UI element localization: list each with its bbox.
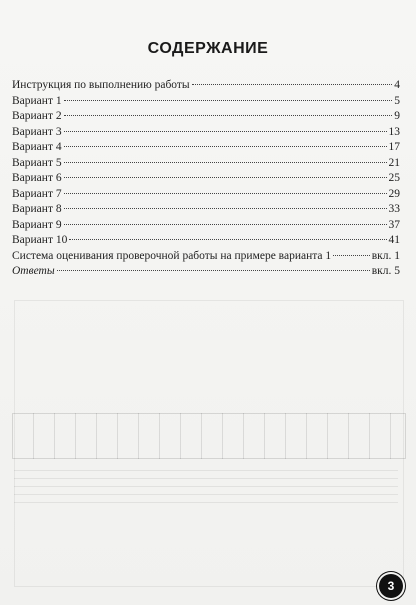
- toc-leader-dots: [64, 176, 387, 178]
- toc-leader-dots: [64, 130, 387, 132]
- toc-entry: [12, 94, 400, 110]
- toc-leader-dots: [64, 223, 387, 225]
- toc-entry-page: 13: [388, 125, 400, 138]
- toc-leader-dots: [64, 145, 387, 147]
- toc-entry-label: Система оценивания проверочной работы на примере варианта 1: [12, 249, 332, 262]
- toc-entry-label: Вариант 9: [12, 218, 62, 231]
- bleed-table: [12, 413, 406, 459]
- toc-entry-page: 41: [388, 234, 400, 246]
- toc-entry: [12, 78, 400, 94]
- toc-entry: [12, 109, 400, 125]
- toc-entry-label: Вариант 5: [12, 156, 62, 169]
- toc-leader-dots: [64, 114, 393, 116]
- toc-leader-dots: [192, 83, 393, 85]
- toc-entry: [12, 264, 400, 280]
- toc-entry-label: Вариант 3: [12, 125, 62, 138]
- toc-leader-dots: [64, 207, 387, 209]
- toc-entry-page: 5: [394, 94, 400, 107]
- toc-leader-dots: [64, 99, 393, 101]
- toc-leader-dots: [64, 161, 387, 163]
- toc-entry-label: Вариант 4: [12, 141, 62, 153]
- toc-entry: [12, 140, 400, 156]
- toc-entry: [12, 171, 400, 187]
- toc-entry-page: 21: [388, 156, 400, 169]
- toc-entry-label: Вариант 10: [12, 234, 68, 246]
- toc-entry-page: вкл. 1: [371, 249, 400, 262]
- toc-entry: [12, 202, 400, 218]
- toc-entry-label: Вариант 2: [12, 110, 62, 122]
- toc-entry-page: 9: [394, 110, 400, 122]
- toc-entry-label: Ответы: [12, 265, 55, 277]
- toc-entry-page: 29: [388, 187, 400, 200]
- toc-entry: [12, 233, 400, 249]
- toc-leader-dots: [333, 254, 370, 256]
- toc-entry-page: 4: [394, 79, 400, 91]
- toc-leader-dots: [69, 238, 386, 240]
- toc-entry-label: Инструкция по выполнению работы: [12, 79, 190, 91]
- toc-entry-page: 17: [388, 141, 400, 153]
- table-of-contents: [12, 78, 400, 280]
- toc-entry: [12, 218, 400, 234]
- toc-entry-label: Вариант 6: [12, 172, 62, 184]
- toc-entry-page: 33: [388, 203, 400, 215]
- page-title: СОДЕРЖАНИЕ: [147, 40, 269, 57]
- toc-entry: [12, 249, 400, 265]
- toc-entry-label: Вариант 8: [12, 203, 62, 215]
- toc-entry: [12, 156, 400, 172]
- toc-entry-label: Вариант 1: [12, 94, 62, 107]
- toc-entry: [12, 125, 400, 141]
- bleed-text-lines: [14, 470, 398, 510]
- bleed-frame: [14, 300, 404, 587]
- toc-entry-page: 25: [388, 172, 400, 184]
- toc-entry-page: вкл. 5: [371, 265, 400, 277]
- page-number-badge: 3: [379, 574, 403, 598]
- toc-leader-dots: [64, 192, 387, 194]
- toc-entry: [12, 187, 400, 203]
- toc-entry-label: Вариант 7: [12, 187, 62, 200]
- toc-entry-page: 37: [388, 218, 400, 231]
- toc-leader-dots: [57, 269, 370, 271]
